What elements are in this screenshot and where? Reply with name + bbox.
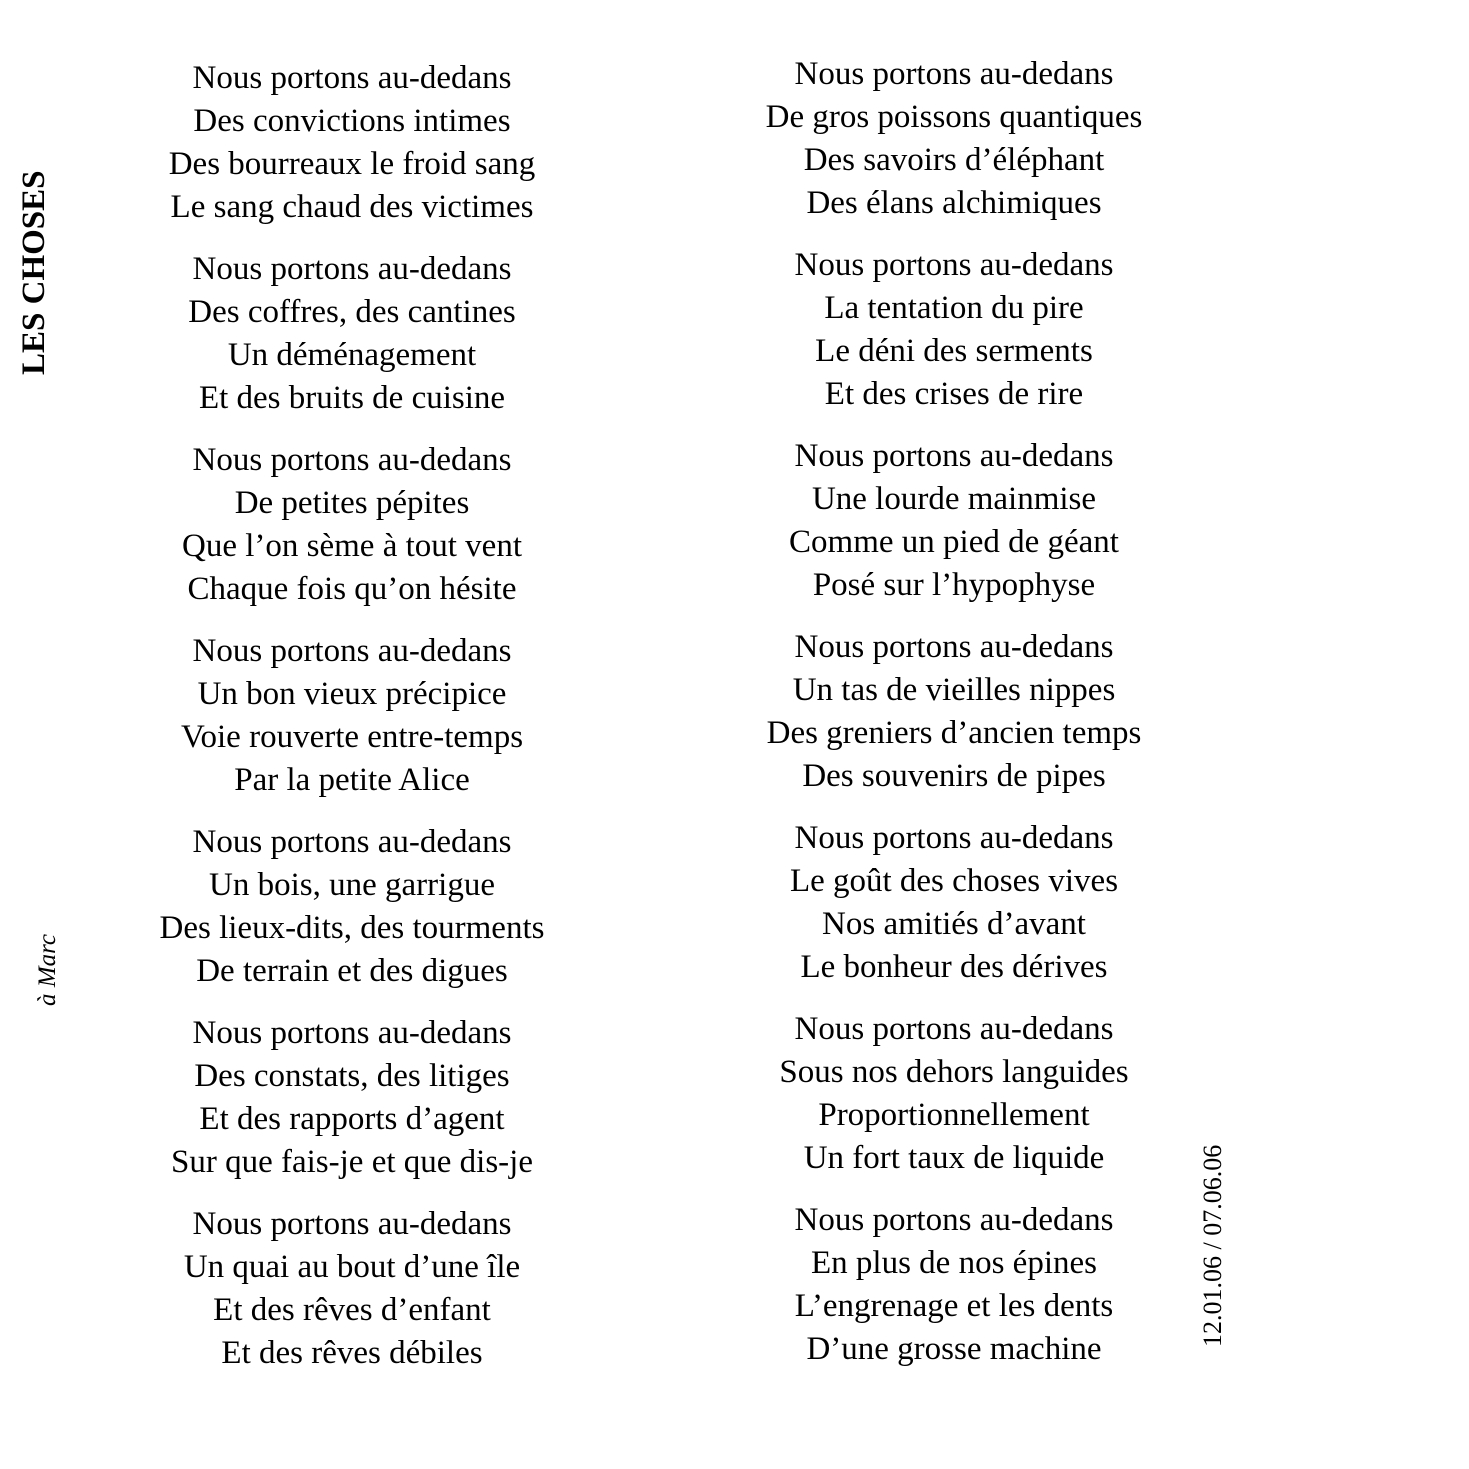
verse-line: Le goût des choses vives <box>789 863 1119 899</box>
verse-line: Des constats, des litiges <box>194 1058 510 1094</box>
verse-line: Et des rêves d’enfant <box>213 1292 491 1328</box>
verse-line: Nous portons au-dedans <box>192 251 512 287</box>
stanza <box>62 630 642 802</box>
verse-line: Et des crises de rire <box>824 376 1084 412</box>
stanza <box>664 244 1244 416</box>
verse-line: Proportionnellement <box>818 1097 1090 1133</box>
left-column <box>62 57 642 1394</box>
verse-line: Un bon vieux précipice <box>197 676 507 712</box>
verse-line: L’engrenage et les dents <box>794 1288 1114 1324</box>
verse-line: D’une grosse machine <box>806 1331 1102 1367</box>
verse-line: Un tas de vieilles nippes <box>792 672 1116 708</box>
stanza <box>664 435 1244 607</box>
verse-line: Nous portons au-dedans <box>794 820 1114 856</box>
verse-line: Sur que fais-je et que dis-je <box>171 1144 533 1180</box>
verse-line: Nous portons au-dedans <box>192 442 512 478</box>
verse-line: Nous portons au-dedans <box>794 56 1114 92</box>
verse-line: Nous portons au-dedans <box>794 629 1114 665</box>
verse-line: Nous portons au-dedans <box>192 824 512 860</box>
verse-line: Une lourde mainmise <box>811 481 1097 517</box>
verse-line: La tentation du pire <box>824 290 1084 326</box>
stanza <box>62 821 642 993</box>
verse-line: En plus de nos épines <box>811 1245 1097 1281</box>
verse-line: De terrain et des digues <box>196 953 508 989</box>
verse-line: De petites pépites <box>234 485 470 521</box>
verse-line: De gros poissons quantiques <box>765 99 1143 135</box>
verse-line: Nous portons au-dedans <box>794 1202 1114 1238</box>
poem-title: LES CHOSES <box>16 170 52 375</box>
verse-line: Nous portons au-dedans <box>192 60 512 96</box>
date-range: 12.01.06 / 07.06.06 <box>1198 1144 1227 1347</box>
verse-line: Des convictions intimes <box>193 103 511 139</box>
verse-line: Des souvenirs de pipes <box>802 758 1106 794</box>
verse-line: Et des rêves débiles <box>221 1335 483 1371</box>
stanza <box>664 1008 1244 1180</box>
verse-line: Un déménagement <box>227 337 477 373</box>
verse-line: Le sang chaud des victimes <box>170 189 534 225</box>
verse-line: Nous portons au-dedans <box>192 1206 512 1242</box>
verse-line: Voie rouverte entre-temps <box>180 719 524 755</box>
verse-line: Nous portons au-dedans <box>794 247 1114 283</box>
verse-line: Des bourreaux le froid sang <box>168 146 536 182</box>
verse-line: Et des bruits de cuisine <box>198 380 506 416</box>
stanza <box>664 626 1244 798</box>
verse-line: Comme un pied de géant <box>789 524 1119 560</box>
verse-line: Nous portons au-dedans <box>794 438 1114 474</box>
stanza <box>62 248 642 420</box>
verse-line: Nous portons au-dedans <box>192 633 512 669</box>
verse-line: Chaque fois qu’on hésite <box>187 571 517 607</box>
verse-line: Des greniers d’ancien temps <box>766 715 1142 751</box>
stanza <box>62 439 642 611</box>
verse-line: Un quai au bout d’une île <box>183 1249 521 1285</box>
stanza <box>664 1199 1244 1371</box>
verse-line: Un fort taux de liquide <box>803 1140 1105 1176</box>
stanza <box>62 1203 642 1375</box>
verse-line: Par la petite Alice <box>234 762 470 798</box>
verse-line: Des lieux-dits, des tourments <box>159 910 545 946</box>
verse-line: Le déni des serments <box>815 333 1093 369</box>
verse-line: Nous portons au-dedans <box>794 1011 1114 1047</box>
verse-line: Nous portons au-dedans <box>192 1015 512 1051</box>
dedication: à Marc <box>34 934 61 1006</box>
verse-line: Un bois, une garrigue <box>209 867 495 903</box>
stanza <box>664 53 1244 225</box>
verse-line: Nos amitiés d’avant <box>822 906 1086 942</box>
verse-line: Des coffres, des cantines <box>188 294 516 330</box>
right-column <box>664 53 1244 1390</box>
stanza <box>62 57 642 229</box>
verse-line: Des savoirs d’éléphant <box>803 142 1105 178</box>
verse-line: Et des rapports d’agent <box>199 1101 505 1137</box>
verse-line: Posé sur l’hypophyse <box>812 567 1096 603</box>
verse-line: Que l’on sème à tout vent <box>182 528 522 564</box>
verse-line: Le bonheur des dérives <box>800 949 1108 985</box>
stanza <box>664 817 1244 989</box>
verse-line: Des élans alchimiques <box>806 185 1102 221</box>
verse-line: Sous nos dehors languides <box>779 1054 1129 1090</box>
stanza <box>62 1012 642 1184</box>
